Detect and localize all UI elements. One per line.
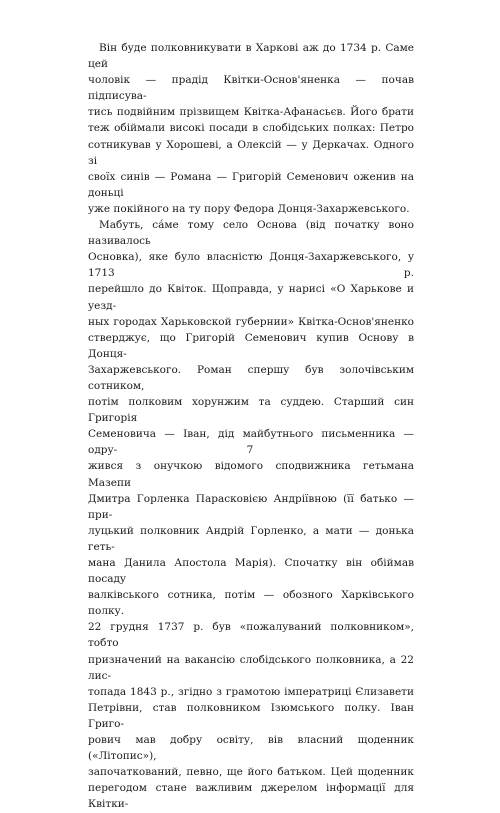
text-line: мана Данила Апостола Марія). Спочатку він обіймав посаду [88,557,414,586]
text-line: уже покійного на ту пору Федора Донця-Захаржевського. [88,202,410,215]
text-line: Петрівни, став полковником Ізюмського полку. Іван Григо- [88,701,414,730]
text-line: стверджує, що Григорій Семенович купив Основу в Донця- [88,331,414,360]
text-line: сотникував у Хорошеві, а Олексій — у Деркачах. Одного зі [88,138,414,167]
text-line: започаткований, певно, ще його батьком. Цей щоденник [88,766,414,779]
text-line: Основка), яке було власністю Донця-Захаржевського, у 1713 р. [88,251,414,280]
text-line: призначений на вакансію слобідського полковника, а 22 лис- [88,653,414,682]
text-line: рович мав добру освіту, вів власний щоденник («Літопис»), [88,734,414,763]
text-line: Він буде полковникувати в Харкові аж до 1734 р. Саме цей [88,42,414,71]
text-line: валківського сотника, потім — обозного Харківського полку. [88,589,414,618]
text-line: своїх синів — Романа — Григорій Семенович оженив на доньці [88,170,414,199]
text-line: Дмитра Горленка Парасковією Андріївною (її батько — при- [88,492,414,521]
text-line: потім полковим хорунжим та суддею. Старший син Григорія [88,396,414,425]
text-line: жився з онучкою відомого сподвижника гетьмана Мазепи [88,460,414,489]
text-line: Захаржевського. Роман спершу був золочівським сотником, [88,363,414,392]
text-line: теж обіймали високі посади в слобідських полках: Петро [88,122,414,135]
text-line: чоловік — прадід Квітки-Основ'яненка — почав підписува- [88,74,414,103]
text-line: 22 грудня 1737 р. був «пожалуваний полковником», тобто [88,621,414,650]
text-line: луцький полковник Андрій Горленко, а мати — донька геть- [88,524,414,553]
text-line: ных городах Харьковской губернии» Квітка-Основ'яненко [88,315,414,328]
text-line: перегодом стане важливим джерелом інформації для Квітки- [88,782,414,811]
text-line: Семеновича — Іван, дід майбутнього письменника — одру- [88,428,414,457]
text-line: перейшло до Квіток. Щоправда, у нарисі «О Харькове и уезд- [88,283,414,312]
text-line: Мабуть, са́ме тому село Основа (від початку воно називалось [88,219,414,248]
page-number: 7 [246,444,254,456]
text-line: топада 1843 р., згідно з грамотою імператриці Єлизавети [88,685,414,698]
body-text [88,40,414,813]
text-line: тись подвійним прізвищем Квітка-Афанасьєв. Його брати [88,106,414,119]
